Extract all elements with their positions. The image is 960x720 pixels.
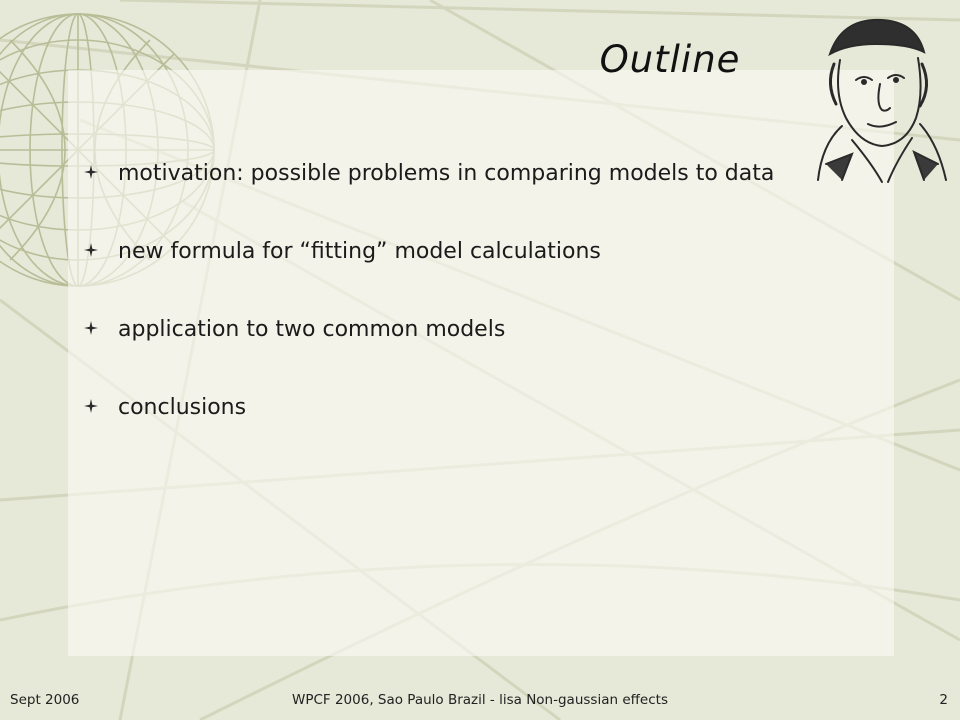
list-item [84,234,774,312]
footer-date: Sept 2006 [10,692,80,708]
slide-title: Outline [599,38,741,81]
bullet-text: application to two common models [118,317,506,342]
footer-caption: WPCF 2006, Sao Paulo Brazil - lisa Non-gaussian effects [292,692,668,708]
four-point-star-icon [84,320,118,339]
four-point-star-icon [84,242,118,261]
portrait-sketch-icon [812,14,952,184]
list-item [84,390,774,468]
bullet-text: motivation: possible problems in comparing models to data [118,161,775,186]
list-item [84,156,774,234]
bullet-text: new formula for “fitting” model calculations [118,239,601,264]
four-point-star-icon [84,164,118,183]
bullet-list [84,156,774,468]
bullet-text: conclusions [118,395,247,420]
page-number: 2 [939,692,948,708]
four-point-star-icon [84,398,118,417]
list-item [84,312,774,390]
